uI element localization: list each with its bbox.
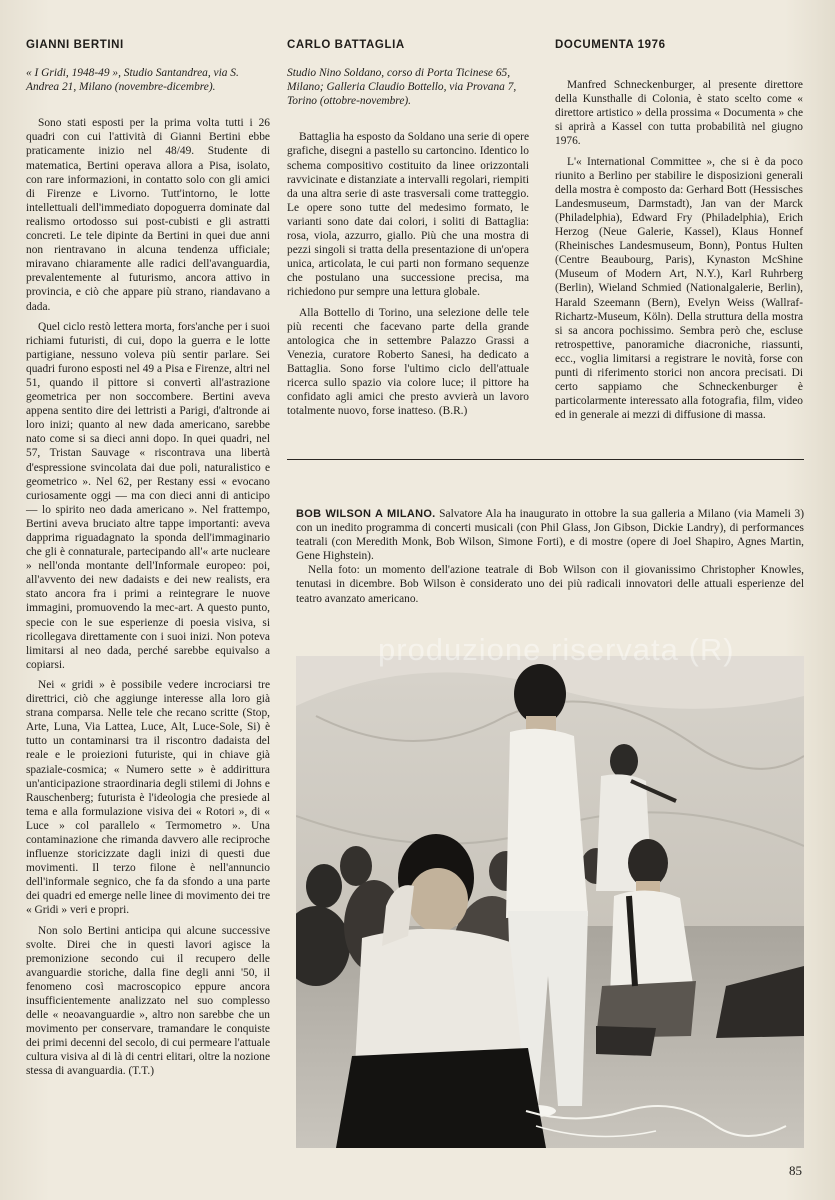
article-heading: BOB WILSON A MILANO.: [296, 508, 436, 520]
paragraph: Non solo Bertini anticipa qui alcune successive svolte. Direi che in questi lavori agisce la premonizione secondo cui il recupero delle avanguardie storiche, dalla fine degli anni '50, il fenomeno così macroscopico eppure ancora insufficientemente analizzato nel suo complesso delle « neoavanguardie », altro non sarebbe che un movimento per conservare, tramandare le conquiste dei primi decenni del secolo, di cui permeare l'attuale cultura visiva al di là di centri elitari, oltre la nozione stessa di avanguardia. (T.T.): [26, 924, 270, 1078]
column-documenta-1976: [555, 38, 803, 422]
article-heading: GIANNI BERTINI: [26, 39, 124, 51]
paragraph: Manfred Schneckenburger, al presente direttore della Kunsthalle di Colonia, è stato scelto come « direttore artistico » della prossima « Documenta » che si aprirà a Kassel con tutta probabilità nel giugno 1976.: [555, 79, 803, 148]
bob-wilson-article: [296, 507, 804, 606]
paragraph: Quel ciclo restò lettera morta, fors'anche per i suoi richiami futuristi, di cui, dopo la guerra e le lotte partigiane, nessuno voleva più sentir parlare. Sei quadri furono esposti nel 49 a Pisa e Firenze, altri nel 51, quando il pittore si convertì all'astrazione geometrica per non soccombere. Bertini aveva appena sentito dire dei lettristi a Parigi, d'altronde ai loro inizi; quanto al new dada americano, sarebbe nato come si sa dieci anni dopo. In quei quadri, nel 57, Tristan Sauvage « riscontrava una libertà d'espressione svincolata dai due poli, naturalistico e geometrico ». Nel 62, per Restany essi « evocano curiosamente oggi — ma con dieci anni di anticipo — lo spirito neo dada americano ». Nel frattempo, Bertini aveva bruciato altre tappe importanti: aveva dapprima riguadagnato la sponda dell'immaginario che gli è connaturale, partecipando all'« arte nucleare » nell'onda montante dell'Informale europeo: poi, all'avvento dei new dadaists e dei new realists, era stato ancora fra i primi a reintegrare le nuove immagini, promuovendo la mec-art. A questo punto, specie con le sue esperienze di poesia visiva, si ricollegava direttamente con i suoi inizi. Non poteva limitarsi al neo dada, perché sarebbe equivalso a copiarsi.: [26, 320, 270, 671]
section-divider: [287, 459, 804, 460]
paragraph: Battaglia ha esposto da Soldano una serie di opere grafiche, disegni a pastello su cartoncino. Identico lo schema compositivo costituito da linee orizzontali ravvicinate e distanziate a intervalli regolari, riempiti da una altra serie di aste trasversali come tratteggio. Le opere sono tutte del medesimo formato, le varianti sono date dai colori, i soliti di Battaglia: rosa, viola, azzurro, giallo. Più che una mostra di pezzi singoli si tratta della presentazione di un'opera unica, articolata, le cui parti non formano sequenze che postulano una successione precisa, ma richiedono pur sempre una lettura globale.: [287, 131, 529, 299]
theatre-photo: [296, 656, 804, 1148]
article-subtitle: Studio Nino Soldano, corso di Porta Ticinese 65, Milano; Galleria Claudio Bottello, via Provana 7, Torino (ottobre-novembre).: [287, 67, 517, 108]
article-subtitle: « I Gridi, 1948-49 », Studio Santandrea, via S. Andrea 21, Milano (novembre-dicembre).: [26, 67, 239, 94]
paragraph: Nei « gridi » è possibile vedere incrociarsi tre direttrici, ciò che aggiunge interesse alla loro già strana comparsa. Nelle tele che recano scritte (Stop, Arte, Luna, Via Lattea, Luce, Alt, Luce-Sole, Si) è tutto un contaminarsi tra il riscontro dadaista del reale e le proiezioni futuriste, qui in chiave già spaziale-cosmica; « Numero sette » è addirittura un'anticipazione straordinaria degli stilemi di Johns e Rauschenberg; futurista è l'ideologia che presiede al tema e alla formulazione visiva dei « Rotori », di « Luce » col parallelo « Termometro ». Una contaminazione che rimanda davvero alle reciproche influenze storicizzate dagli inizi di questi due movimenti. Il terzo filone è nell'annuncio dell'informale segnico, che fa da sfondo a una parte dei quadri ed emerge nelle linee di movimento dei tre « Gridi » veri e propri.: [26, 678, 270, 917]
paragraph: [296, 507, 804, 563]
photo-caption: Nella foto: un momento dell'azione teatrale di Bob Wilson con il giovanissimo Christopher Knowles, tenutasi in dicembre. Bob Wilson è considerato uno dei più radicali innovatori delle attuali esperienze del teatro avanzato americano.: [296, 564, 804, 605]
column-gianni-bertini: [26, 38, 270, 1079]
article-heading: DOCUMENTA 1976: [555, 39, 666, 51]
column-carlo-battaglia: [287, 38, 529, 418]
paragraph: Sono stati esposti per la prima volta tutti i 26 quadri con cui l'attività di Gianni Bertini ebbe praticamente inizio nel 48/49. Studente di matematica, Bertini operava allora a Pisa, isolato, con rare informazioni, in contatto solo con gli amici di Firenze e Livorno. Tutt'intorno, le lotte intellettuali dell'immediato dopoguerra dominate dal realismo ortodosso sui post-cubisti e gli astratti concreti. Le tele dipinte da Bertini in quei due anni non rientravano in alcuna tendenza ufficiale; miravano chiaramente alle radici dell'avanguardia, prevalentemente al futurismo, ancora attivo in provincia, e ciò che appare più strano, riandavano a dada.: [26, 117, 270, 313]
article-heading: CARLO BATTAGLIA: [287, 39, 405, 51]
paragraph: Alla Bottello di Torino, una selezione delle tele più recenti che facevano parte della grande antologica che in settembre Palazzo Grassi a Venezia, curatore Roberto Sanesi, ha dedicato a Battaglia. Sono forse l'ultimo ciclo dell'attuale ricerca sullo spazio via colore luce; il pittore ha confidato agli amici che presto avvierà un lavoro totalmente nuovo, forse inatteso. (B.R.): [287, 306, 529, 418]
photo-illustration: [296, 656, 804, 1148]
page-number: 85: [789, 1163, 802, 1178]
watermark: produzione riservata (R): [378, 632, 735, 667]
article-lead: Salvatore Ala ha inaugurato in ottobre la sua galleria a Milano (via Mameli 3) con un inedito programma di concerti musicali (con Phil Glass, Jon Gibson, Dickie Landry), di performances teatrali (con Meredith Monk, Bob Wilson, Simone Forti), e di mostre (opere di Joel Shapiro, Agnes Martin, Gene Highstein).: [296, 508, 804, 563]
paragraph: L'« International Committee », che si è da poco riunito a Berlino per stabilire le disposizioni generali della mostra è composto da: Gerhard Bott (Hessisches Landesmuseum, Darmstadt), Jan van der Marck (Philadelphia), Edward Fry (Philadelphia), Erich Herzog (Neue Galerie, Kassel), Klaus Honnef (Rheinisches Landesmuseum, Bonn), Pontus Hulten (Centre Beaubourg, Paris), Kynaston McShine (Museum of Modern Art, N.Y.), Karl Ruhrberg (Berlin), Wieland Schmied (Nationalgalerie, Berlin), Harald Szeemann (Bern), Evelyn Weiss (Wallraf-Richartz-Museum, Köln). Della struttura della mostra si sa ancora pochissimo. Sembra però che, escluse retrospettive, panoramiche diacroniche, riassunti, ecc., voglia limitarsi a registrare le novità, forse con punti di riferimento storici non ancora precisati. Di certo sappiamo che Schneckenburger è particolarmente interessato alla fotografia, film, video ed in generale ai mezzi di diffusione di massa.: [555, 155, 803, 422]
